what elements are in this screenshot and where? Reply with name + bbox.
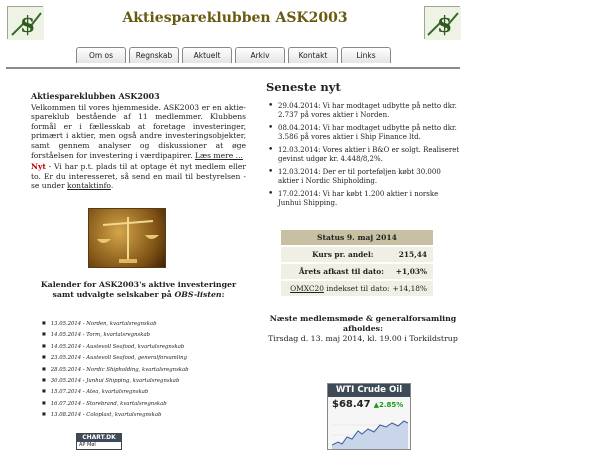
status-title: Status 9. maj 2014 — [281, 230, 433, 245]
afkast-label: Årets afkast til dato: — [298, 267, 384, 276]
calendar-item: ■ 13.08.2014 - Coloplast, kvartalsregnskab — [42, 409, 189, 420]
wti-price: $68.47 — [332, 399, 371, 410]
calendar-item: ■ 16.07.2014 - Storebrand, kvartalsregnskab — [42, 398, 189, 409]
index-value: +14,18% — [392, 284, 427, 293]
news-title: Seneste nyt — [266, 80, 341, 94]
afkast-value: +1,03% — [395, 267, 427, 276]
kurs-label: Kurs pr. andel: — [312, 250, 374, 259]
status-row-afkast — [281, 262, 433, 279]
intro-text: Velkommen til vores hjemmeside. ASK2003 er en aktie-spareklub bestående af 11 medlemmer. Klubbens formål er i fællesskab at foretage investeringer, primært i aktier, men også andre investeringsobjekter, samt gennem analyser og diskussioner at øge forståelsen for investering i værdipapirer. Læs mere ... — [31, 102, 246, 160]
tab-arkiv[interactable]: Arkiv — [235, 47, 285, 63]
site-title: Aktiespareklubben ASK2003 — [122, 10, 348, 26]
calendar-item: ■ 30.05.2014 - Junhui Shipping, kvartalsregnskab — [42, 375, 189, 386]
chartdk-title: CHART.DK — [77, 434, 121, 442]
calendar-item: ■ 14.05.2014 - Austevoll Seafood, kvartalsregnskab — [42, 341, 189, 352]
calendar-list — [42, 318, 189, 421]
scales-photo — [88, 208, 166, 268]
news-list — [266, 102, 462, 207]
new-label: Nyt — [31, 162, 46, 172]
omxc20-link[interactable]: OMXC20 — [290, 284, 324, 293]
dollar-sign-icon — [8, 7, 44, 40]
kurs-value: 215,44 — [398, 250, 427, 259]
tab-regnskab[interactable]: Regnskab — [129, 47, 179, 63]
new-members-notice: Nyt - Vi har p.t. plads til at optage ét nyt medlem eller to. Er du interesseret, så send en mail til bestyrelsen - se under kontaktinfo. — [31, 162, 246, 191]
status-row-kurs — [281, 245, 433, 262]
svg-text:$: $ — [437, 12, 453, 38]
calendar-item: ■ 23.05.2014 - Austevoll Seafood, generalforsamling — [42, 352, 189, 363]
calendar-item: ■ 15.07.2014 - Atea, kvartalsregnskab — [42, 386, 189, 397]
wti-name: WTI Crude Oil — [328, 384, 410, 397]
intro-section — [31, 92, 246, 191]
calendar-item: ■ 28.05.2014 - Nordic Shipholding, kvartalsregnskab — [42, 364, 189, 375]
meeting-notice — [268, 314, 458, 344]
wti-widget[interactable] — [327, 383, 411, 450]
wti-change: ▲2.85% — [373, 401, 404, 409]
calendar-title: Kalender for ASK2003's aktive investeringer samt udvalgte selskaber på OBS-listen: — [40, 280, 237, 299]
svg-text:$: $ — [20, 12, 36, 38]
tab-links[interactable]: Links — [341, 47, 391, 63]
meeting-title: Næste medlemsmøde & generalforsamling afholdes: — [269, 314, 457, 333]
news-item: • 29.04.2014: Vi har modtaget udbytte på netto dkr. 2.737 på vores aktier i Norden. — [266, 102, 462, 119]
news-item: • 17.02.2014: Vi har købt 1.200 aktier i norske Junhui Shipping. — [266, 190, 462, 207]
contact-info-link[interactable]: kontaktinfo — [67, 181, 111, 191]
chartdk-widget[interactable] — [76, 433, 122, 450]
obs-list-label: OBS-listen — [174, 289, 222, 299]
dollar-sign-icon — [425, 7, 461, 40]
read-more-link[interactable]: Læs mere ... — [194, 150, 243, 160]
scales-icon — [89, 209, 167, 269]
tab-om-os[interactable]: Om os — [76, 47, 126, 63]
status-box — [281, 230, 433, 296]
news-item: • 08.04.2014: Vi har modtaget udbytte på netto dkr. 3.586 på vores aktier i Ship Finance ltd. — [266, 124, 462, 141]
news-item: • 12.03.2014: Der er til porteføljen købt 30.000 aktier i Nordic Shipholding. — [266, 168, 462, 185]
wti-sparkline — [332, 415, 408, 449]
calendar-item: ■ 14.05.2014 - Torm, kvartalsregnskab — [42, 329, 189, 340]
logo-left — [7, 6, 43, 39]
logo-right — [424, 6, 460, 39]
tab-kontakt[interactable]: Kontakt — [288, 47, 338, 63]
news-section — [266, 80, 462, 212]
status-row-index — [281, 279, 433, 296]
chartdk-sub: AP Møl — [79, 442, 96, 448]
meeting-details: Tirsdag d. 13. maj 2014, kl. 19.00 i Torkildstrup — [268, 334, 458, 344]
tab-aktuelt[interactable]: Aktuelt — [182, 47, 232, 63]
news-item: • 12.03.2014: Vores aktier i B&O er solgt. Realiseret gevinst udgør kr. 4.448/8,2%. — [266, 146, 462, 163]
calendar-item: ■ 13.05.2014 - Norden, kvartalsregnskab — [42, 318, 189, 329]
nav-tabs — [76, 47, 391, 63]
intro-heading: Aktiespareklubben ASK2003 — [31, 91, 160, 101]
header-divider — [6, 67, 460, 69]
index-label: indekset til dato: — [323, 284, 390, 293]
